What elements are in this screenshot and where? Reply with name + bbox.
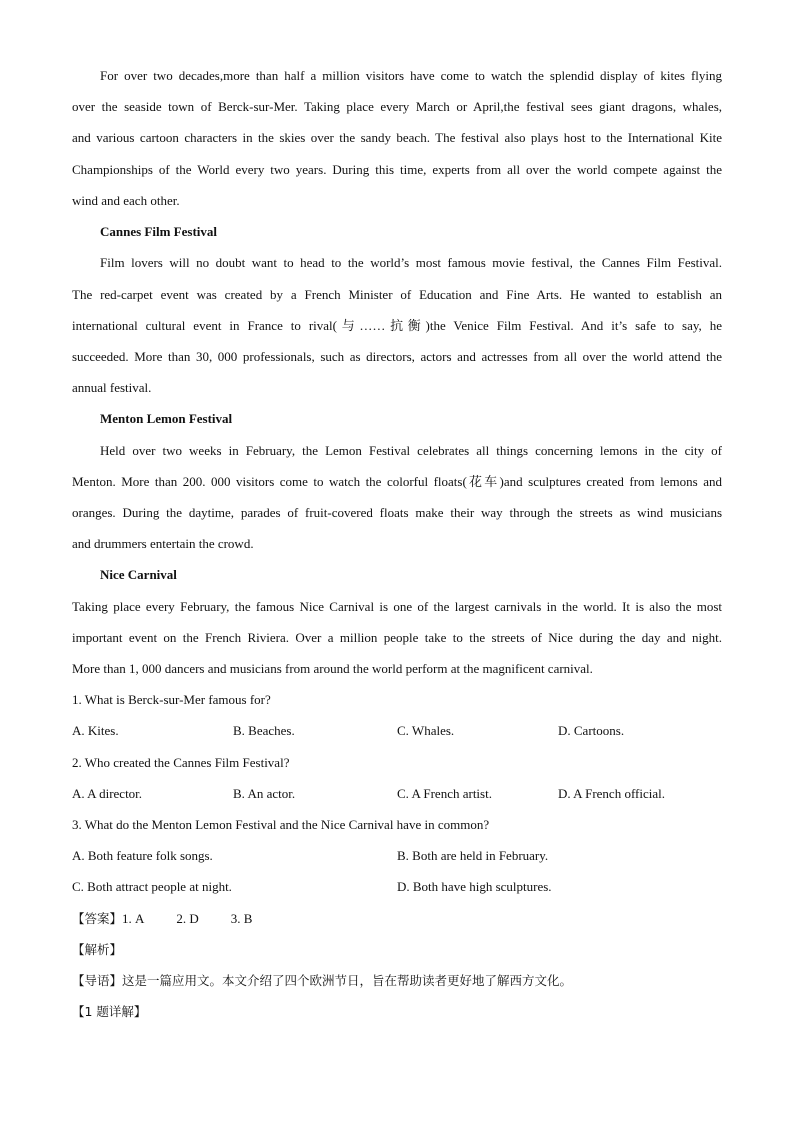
menton-line-3: oranges. During the daytime, parades of fruit-covered floats make their way through the streets as wind musicians [72,505,722,520]
answer-item-1: 1. A [122,911,145,926]
guide-row [72,972,572,990]
menton-line-4: and drummers entertain the crowd. [72,536,254,551]
answer-row [72,910,252,928]
intro-line-4: Championships of the World every two years. During this time, experts from all over the world compete against the [72,162,722,177]
cannes-heading: Cannes Film Festival [100,224,217,239]
question-3-stem: 3. What do the Menton Lemon Festival and the Nice Carnival have in common? [72,817,490,832]
menton-line-2: Menton. More than 200. 000 visitors come to watch the colorful floats(花车)and sculptures created from lemons and [72,474,722,489]
menton-heading: Menton Lemon Festival [100,411,233,426]
nice-line-2: important event on the French Riviera. Over a million people take to the streets of Nice during the day and night. [72,630,722,645]
nice-line-1: Taking place every February, the famous Nice Carnival is one of the largest carnivals in the world. It is also the most [72,599,722,614]
analysis-label: 【解析】 [72,942,123,957]
question-2-option-c[interactable]: C. A French artist. [397,786,492,801]
question-1-option-d[interactable]: D. Cartoons. [558,723,625,738]
intro-line-3: and various cartoon characters in the skies over the sandy beach. The festival also plays host to the International Kite [72,130,722,145]
question-2-option-a[interactable]: A. A director. [72,786,143,801]
question-2-stem: 2. Who created the Cannes Film Festival? [72,755,290,770]
answer-item-3: 3. B [230,911,253,926]
guide-label: 【导语】 [72,973,123,988]
question-1-option-c[interactable]: C. Whales. [397,723,455,738]
answer-label: 【答案】 [72,911,123,926]
intro-line-2: over the seaside town of Berck-sur-Mer. Taking place every March or April,the festival sees giant dragons, whales, [72,99,722,114]
cannes-line-1: Film lovers will no doubt want to head to the world’s most famous movie festival, the Cannes Film Festival. [100,255,722,270]
detail-1-label: 【1 题详解】 [72,1004,147,1019]
cannes-line-5: annual festival. [72,380,152,395]
nice-line-3: More than 1, 000 dancers and musicians from around the world perform at the magnificent carnival. [72,661,593,676]
question-2-option-b[interactable]: B. An actor. [233,786,296,801]
nice-heading: Nice Carnival [100,567,177,582]
intro-line-5: wind and each other. [72,193,180,208]
question-3-option-b[interactable]: B. Both are held in February. [397,848,549,863]
answer-item-2: 2. D [176,911,199,926]
question-3-option-c[interactable]: C. Both attract people at night. [72,879,232,894]
cannes-line-3: international cultural event in France to rival(与……抗衡)the Venice Film Festival. And it’s safe to say, he [72,318,722,333]
cannes-line-2: The red-carpet event was created by a French Minister of Education and Fine Arts. He wanted to establish an [72,287,722,302]
cannes-line-4: succeeded. More than 30, 000 professionals, such as directors, actors and actresses from all over the world attend the [72,349,722,364]
question-3-option-d[interactable]: D. Both have high sculptures. [397,879,552,894]
guide-text: 这是一篇应用文。本文介绍了四个欧洲节日，旨在帮助读者更好地了解西方文化。 [122,973,573,988]
intro-line-1: For over two decades,more than half a million visitors have come to watch the splendid display of kites flying [100,68,722,83]
question-1-option-b[interactable]: B. Beaches. [233,723,295,738]
menton-line-1: Held over two weeks in February, the Lemon Festival celebrates all things concerning lemons in the city of [100,443,722,458]
question-1-stem: 1. What is Berck-sur-Mer famous for? [72,692,271,707]
question-3-option-a[interactable]: A. Both feature folk songs. [72,848,213,863]
question-2-option-d[interactable]: D. A French official. [558,786,665,801]
question-1-option-a[interactable]: A. Kites. [72,723,119,738]
